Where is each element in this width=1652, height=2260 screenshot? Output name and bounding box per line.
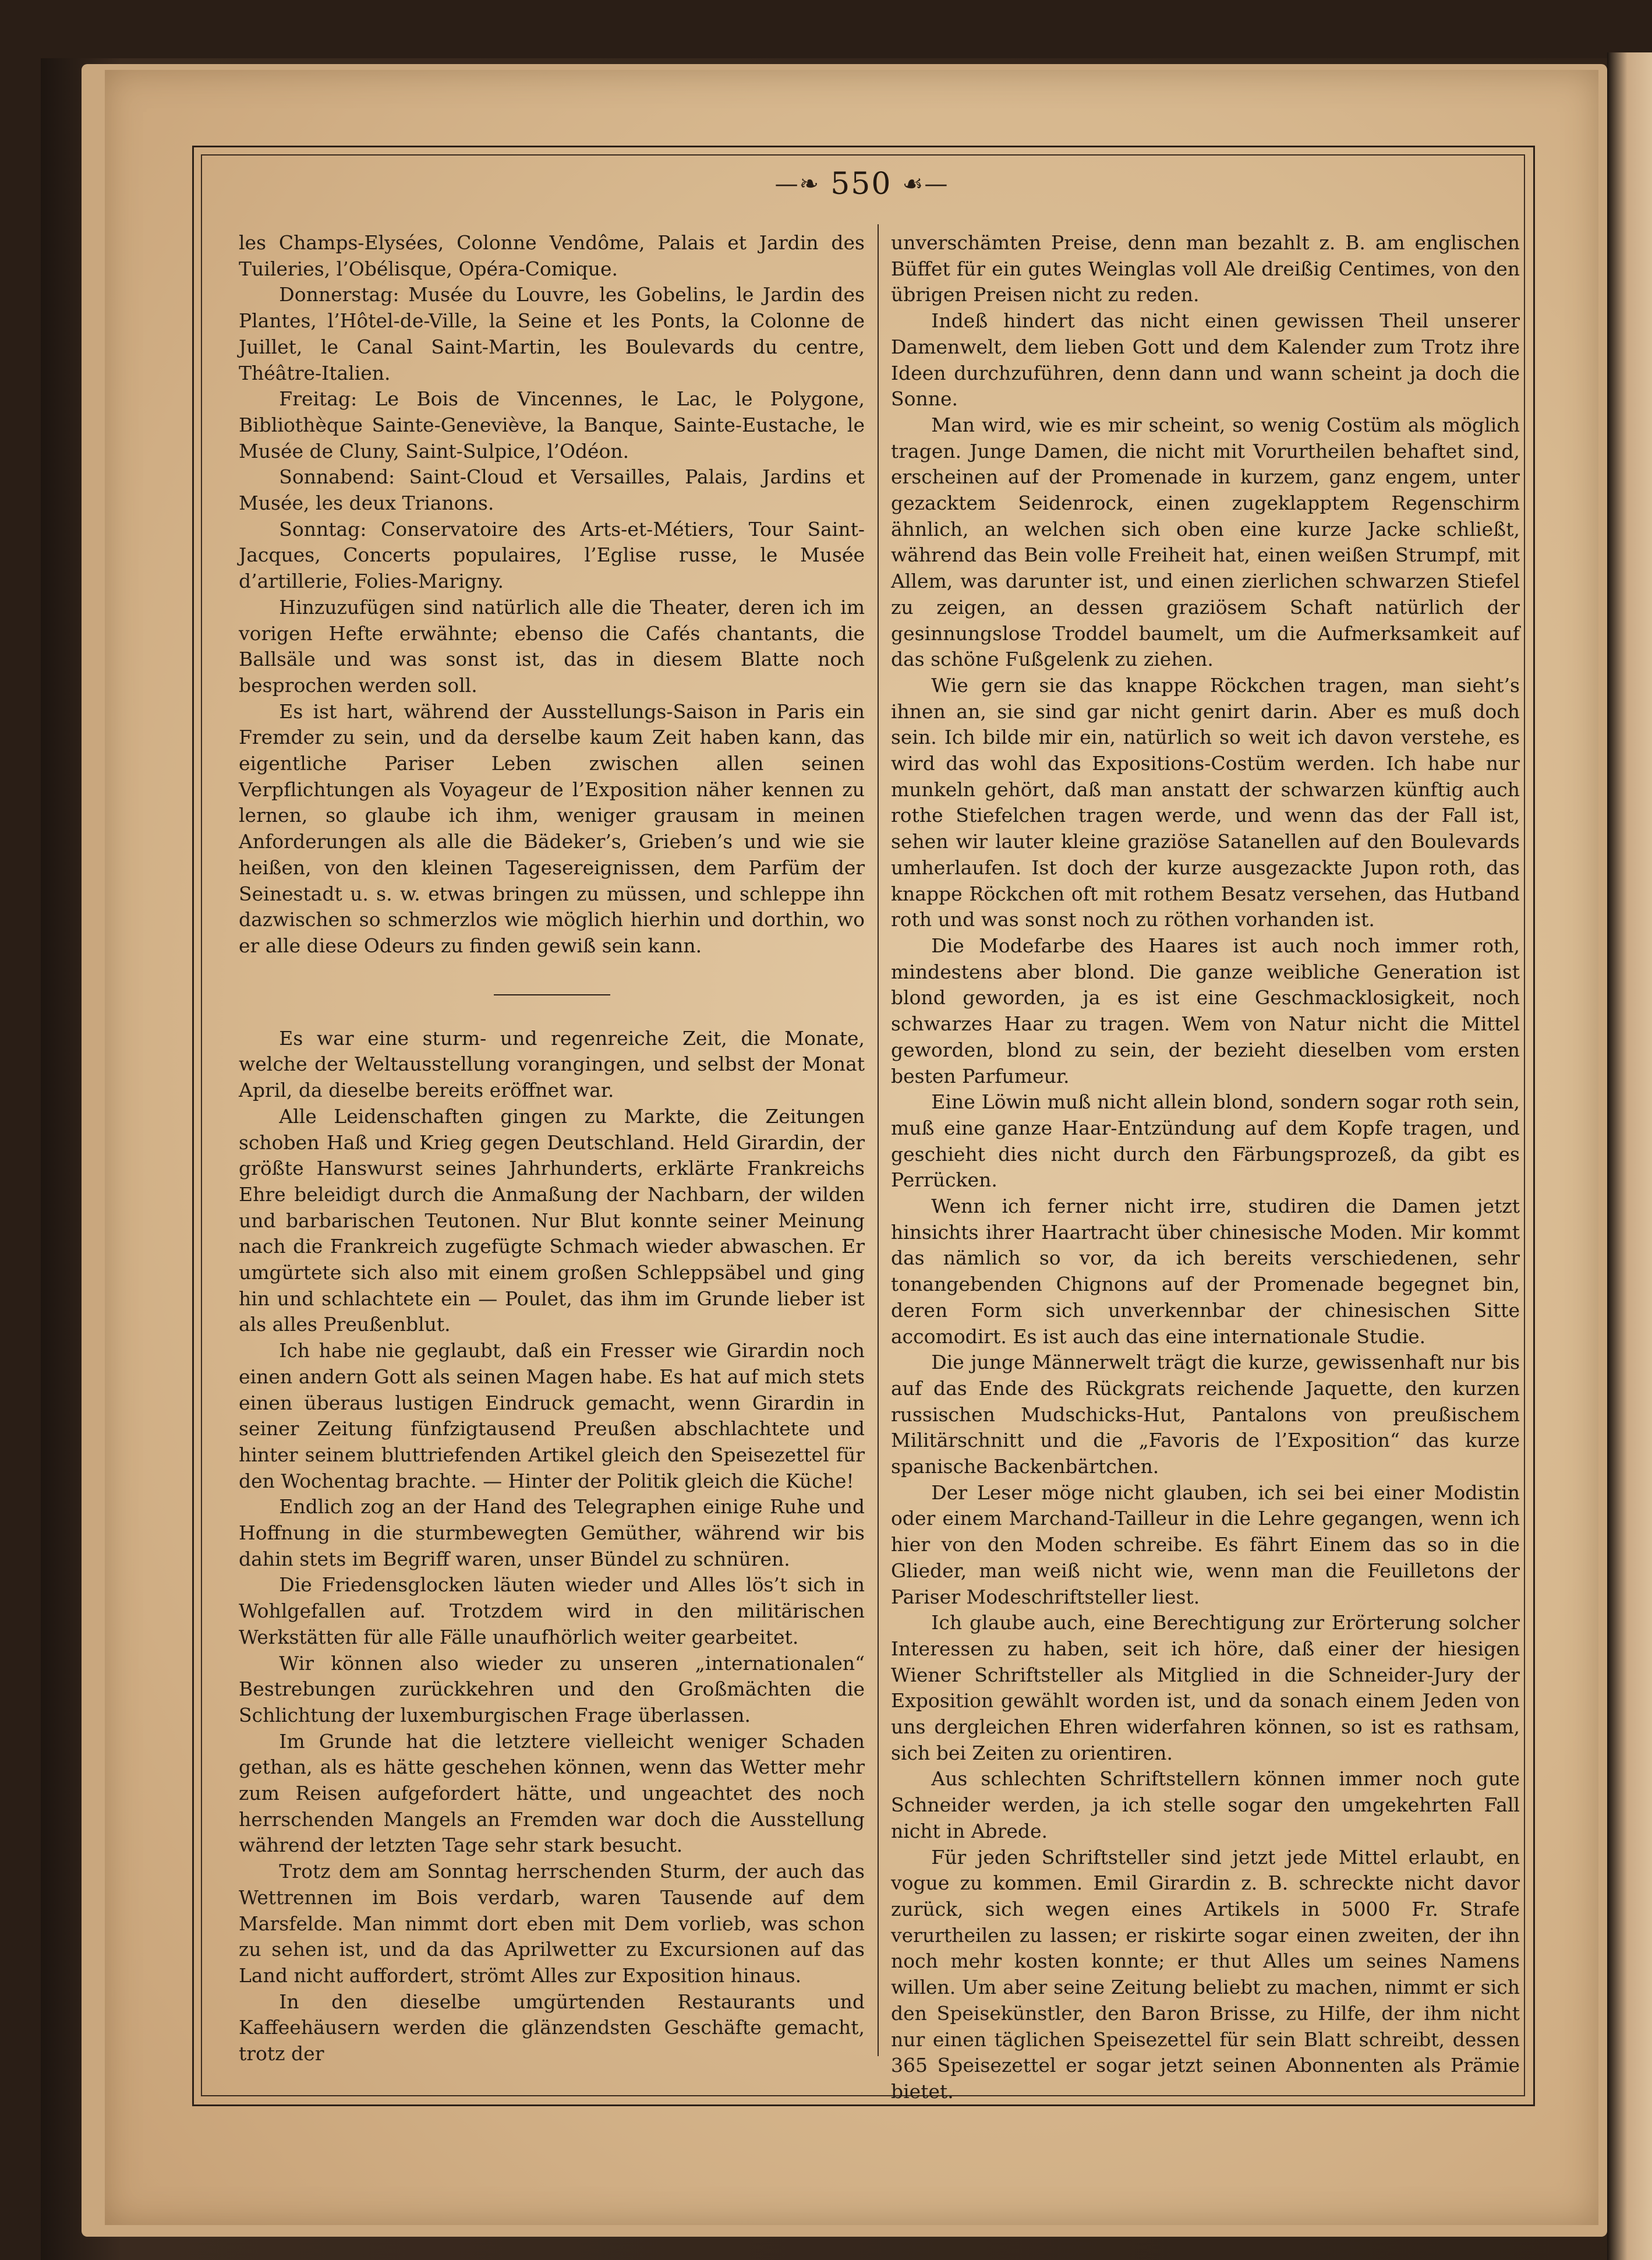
left-column	[239, 230, 865, 2065]
column-divider	[878, 224, 879, 2056]
paragraph: Die Friedensglocken läuten wieder und Alles lös’t sich in Wohlgefallen auf. Trotzdem wird in den militärischen Werkstätten für alle Fälle unaufhörlich weiter gearbeitet.	[239, 1573, 865, 1648]
paragraph: unverschämten Preise, denn man bezahlt z. B. am englischen Büffet für ein gutes Weinglas voll Ale dreißig Centimes, von den übrigen Preisen nicht zu reden.	[891, 231, 1520, 306]
paragraph: Es ist hart, während der Ausstellungs-Saison in Paris ein Fremder zu sein, und da derselbe kaum Zeit haben kann, das eigentliche Pariser Leben zwischen allen seinen Verpflichtungen als Voyageur de l’Exposition näher kennen zu lernen, so glaube ich ihm, weniger grausam in meinen Anforderungen als alle die Bädeker’s, Grieben’s und wie sie heißen, von den kleinen Tagesereignissen, dem Parfüm der Seinestadt u. s. w. etwas bringen zu müssen, und schleppe ihn dazwischen so schmerzlos wie möglich hierhin und dorthin, wo er alle diese Odeurs zu finden gewiß sein kann.	[239, 700, 865, 957]
header-right-ornament: ☙—	[902, 170, 949, 197]
paragraph: Sonnabend: Saint-Cloud et Versailles, Palais, Jardins et Musée, les deux Trianons.	[239, 465, 865, 515]
paragraph: Wie gern sie das knappe Röckchen tragen, man sieht’s ihnen an, sie sind gar nicht genirt darin. Aber es muß doch sein. Ich bilde mir ein, natürlich so weit ich davon verstehe, es wird das wohl das Expositions-Costüm werden. Ich habe nur munkeln gehört, daß man anstatt der schwarzen künftig auch rothe Stiefelchen tragen werde, und wenn das der Fall ist, sehen wir lauter kleine graziöse Satanellen auf den Boulevards umherlaufen. Ist doch der kurze ausgezackte Jupon roth, das knappe Röckchen oft mit rothem Besatz versehen, das Hutband roth und was sonst noch zu röthen vorhanden ist.	[891, 673, 1520, 931]
paragraph: Im Grunde hat die letztere vielleicht weniger Schaden gethan, als es hätte geschehen können, wenn das Wetter mehr zum Reisen aufgefordert hätte, und ungeachtet des noch herrschenden Mangels an Fremden war doch die Ausstellung während der letzten Tage sehr stark besucht.	[239, 1729, 865, 1857]
paragraph: Man wird, wie es mir scheint, so wenig Costüm als möglich tragen. Junge Damen, die nicht mit Vorurtheilen behaftet sind, erscheinen auf der Promenade in kurzem, ganz engem, unter gezacktem Seidenrock, einen zugeklapptem Regenschirm ähnlich, an welchen sich oben eine kurze Jacke schließt, während das Bein volle Freiheit hat, einen weißen Strumpf, mit Allem, was darunter ist, und einen zierlichen schwarzen Stiefel zu zeigen, an dessen graziösem Schaft natürlich der gesinnungslose Troddel baumelt, um die Aufmerksamkeit auf das schöne Fußgelenk zu ziehen.	[891, 413, 1520, 671]
paragraph: Hinzuzufügen sind natürlich alle die Theater, deren ich im vorigen Hefte erwähnte; ebenso die Cafés chantants, die Ballsäle und was sonst ist, das in diesem Blatte noch besprochen werden soll.	[239, 595, 865, 697]
paragraph: Der Leser möge nicht glauben, ich sei bei einer Modistin oder einem Marchand-Tailleur in die Lehre gegangen, wenn ich hier von den Moden schreibe. Es fährt Einem das so in die Glieder, man weiß nicht wie, wenn man die Feuilletons der Pariser Modeschriftsteller liest.	[891, 1481, 1520, 1608]
paragraph: In den dieselbe umgürtenden Restaurants und Kaffeehäusern werden die glänzendsten Geschäfte gemacht, trotz der	[239, 1990, 865, 2065]
paragraph: Ich glaube auch, eine Berechtigung zur Erörterung solcher Interessen zu haben, seit ich höre, daß einer der hiesigen Wiener Schriftsteller als Mitglied in die Schneider-Jury der Exposition gewählt worden ist, und da sonach einem Jeden von uns dergleichen Ehren widerfahren können, so ist es rathsam, sich bei Zeiten zu orientiren.	[891, 1611, 1520, 1764]
paragraph: Die Modefarbe des Haares ist auch noch immer roth, mindestens aber blond. Die ganze weibliche Generation ist blond geworden, ja es ist eine Geschmacklosigkeit, noch schwarzes Haar zu tragen. Wem von Natur nicht die Mittel geworden, blond zu sein, der bezieht dieselben vom ersten besten Parfumeur.	[891, 934, 1520, 1087]
header-left-ornament: —❧	[774, 170, 820, 197]
paragraph: Donnerstag: Musée du Louvre, les Gobelins, le Jardin des Plantes, l’Hôtel-de-Ville, la Seine et les Ponts, la Colonne de Juillet, le Canal Saint-Martin, les Boulevards du centre, Théâtre-Italien.	[239, 283, 865, 384]
paragraph: Indeß hindert das nicht einen gewissen Theil unserer Damenwelt, dem lieben Gott und dem Kalender zum Trotz ihre Ideen durchzuführen, denn dann und wann scheint ja doch die Sonne.	[891, 309, 1520, 411]
paragraph: Endlich zog an der Hand des Telegraphen einige Ruhe und Hoffnung in die sturmbewegten Gemüther, während wir bis dahin stets im Begriff waren, unser Bündel zu schnüren.	[239, 1495, 865, 1570]
paragraph: Ich habe nie geglaubt, daß ein Fresser wie Girardin noch einen andern Gott als seinen Magen habe. Es hat auf mich stets einen überaus lustigen Eindruck gemacht, wenn Girardin in seiner Zeitung fünfzigtausend Preußen abschlachtete und hinter seinem bluttriefenden Artikel gleich den Speisezettel für den Wochentag brachte. — Hinter der Politik gleich die Küche!	[239, 1339, 865, 1492]
paragraph: Freitag: Le Bois de Vincennes, le Lac, le Polygone, Bibliothèque Sainte-Geneviève, la Banque, Sainte-Eustache, le Musée de Cluny, Saint-Sulpice, l’Odéon.	[239, 387, 865, 462]
paragraph: Es war eine sturm- und regenreiche Zeit, die Monate, welche der Weltausstellung vorangingen, und selbst der Monat April, da dieselbe bereits eröffnet war.	[239, 1026, 865, 1102]
paragraph: Wenn ich ferner nicht irre, studiren die Damen jetzt hinsichts ihrer Haartracht über chinesische Moden. Mir kommt das nämlich so vor, da ich bereits verschiedenen, sehr tonangebenden Chignons auf der Promenade begegnet bin, deren Form sich unverkennbar der chinesischen Sitte accomodirt. Es ist auch das eine internationale Studie.	[891, 1195, 1520, 1348]
paragraph: Für jeden Schriftsteller sind jetzt jede Mittel erlaubt, en vogue zu kommen. Emil Girardin z. B. schreckte nicht davor zurück, sich wegen eines Artikels in 5000 Fr. Strafe verurtheilen zu lassen; er riskirte sogar einen zweiten, der ihn noch mehr kosten konnte; er thut Alles um seines Namens willen. Um aber seine Zeitung beliebt zu machen, nimmt er sich den Speisekünstler, den Baron Brisse, zu Hilfe, der ihm nicht nur einen täglichen Speisezettel für sein Blatt schreibt, dessen 365 Speisezettel er sogar jetzt seinen Abonnenten als Prämie bietet.	[891, 1845, 1520, 2103]
paragraph: Eine Löwin muß nicht allein blond, sondern sogar roth sein, muß eine ganze Haar-Entzündung auf dem Kopfe tragen, und geschieht dies nicht durch den Färbungsprozeß, da gibt es Perrücken.	[891, 1090, 1520, 1192]
right-column	[891, 230, 1520, 2103]
paragraph: les Champs-Elysées, Colonne Vendôme, Palais et Jardin des Tuileries, l’Obélisque, Opéra-Comique.	[239, 231, 865, 280]
paragraph: Alle Leidenschaften gingen zu Markte, die Zeitungen schoben Haß und Krieg gegen Deutschland. Held Girardin, der größte Hanswurst seines Jahrhunderts, erklärte Frankreichs Ehre beleidigt durch die Anmaßung der Nachbarn, der wilden und barbarischen Teutonen. Nur Blut konnte seiner Meinung nach die Frankreich zugefügte Schmach wieder abwaschen. Er umgürtete sich also mit einem großen Schleppsäbel und ging hin und schlachtete ein — Poulet, das ihm im Grunde lieber ist als alles Preußenblut.	[239, 1104, 865, 1336]
paragraph: Aus schlechten Schriftstellern können immer noch gute Schneider werden, ja ich stelle sogar den umgekehrten Fall nicht in Abrede.	[891, 1767, 1520, 1842]
paragraph: Sonntag: Conservatoire des Arts-et-Métiers, Tour Saint-Jacques, Concerts populaires, l’Eglise russe, le Musée d’artillerie, Folies-Marigny.	[239, 517, 865, 593]
paragraph: Wir können also wieder zu unseren „internationalen“ Bestrebungen zurückkehren und den Großmächten die Schlichtung der luxemburgischen Frage überlassen.	[239, 1651, 865, 1726]
section-rule	[494, 994, 610, 995]
page-header	[201, 156, 1523, 211]
page-number: 550	[830, 166, 892, 202]
paragraph: Die junge Männerwelt trägt die kurze, gewissenhaft nur bis auf das Ende des Rückgrats reichende Jaquette, den kurzen russischen Mudschicks-Hut, Pantalons von preußischem Militärschnitt und die „Favoris de l’Exposition“ das kurze spanische Backenbärtchen.	[891, 1351, 1520, 1478]
paragraph: Trotz dem am Sonntag herrschenden Sturm, der auch das Wettrennen im Bois verdarb, waren Tausende auf dem Marsfelde. Man nimmt dort eben mit Dem vorlieb, was schon zu sehen ist, und da das Aprilwetter zu Excursionen auf das Land nicht auffordert, strömt Alles zur Exposition hinaus.	[239, 1860, 865, 1987]
next-page-edge	[1607, 52, 1652, 2260]
